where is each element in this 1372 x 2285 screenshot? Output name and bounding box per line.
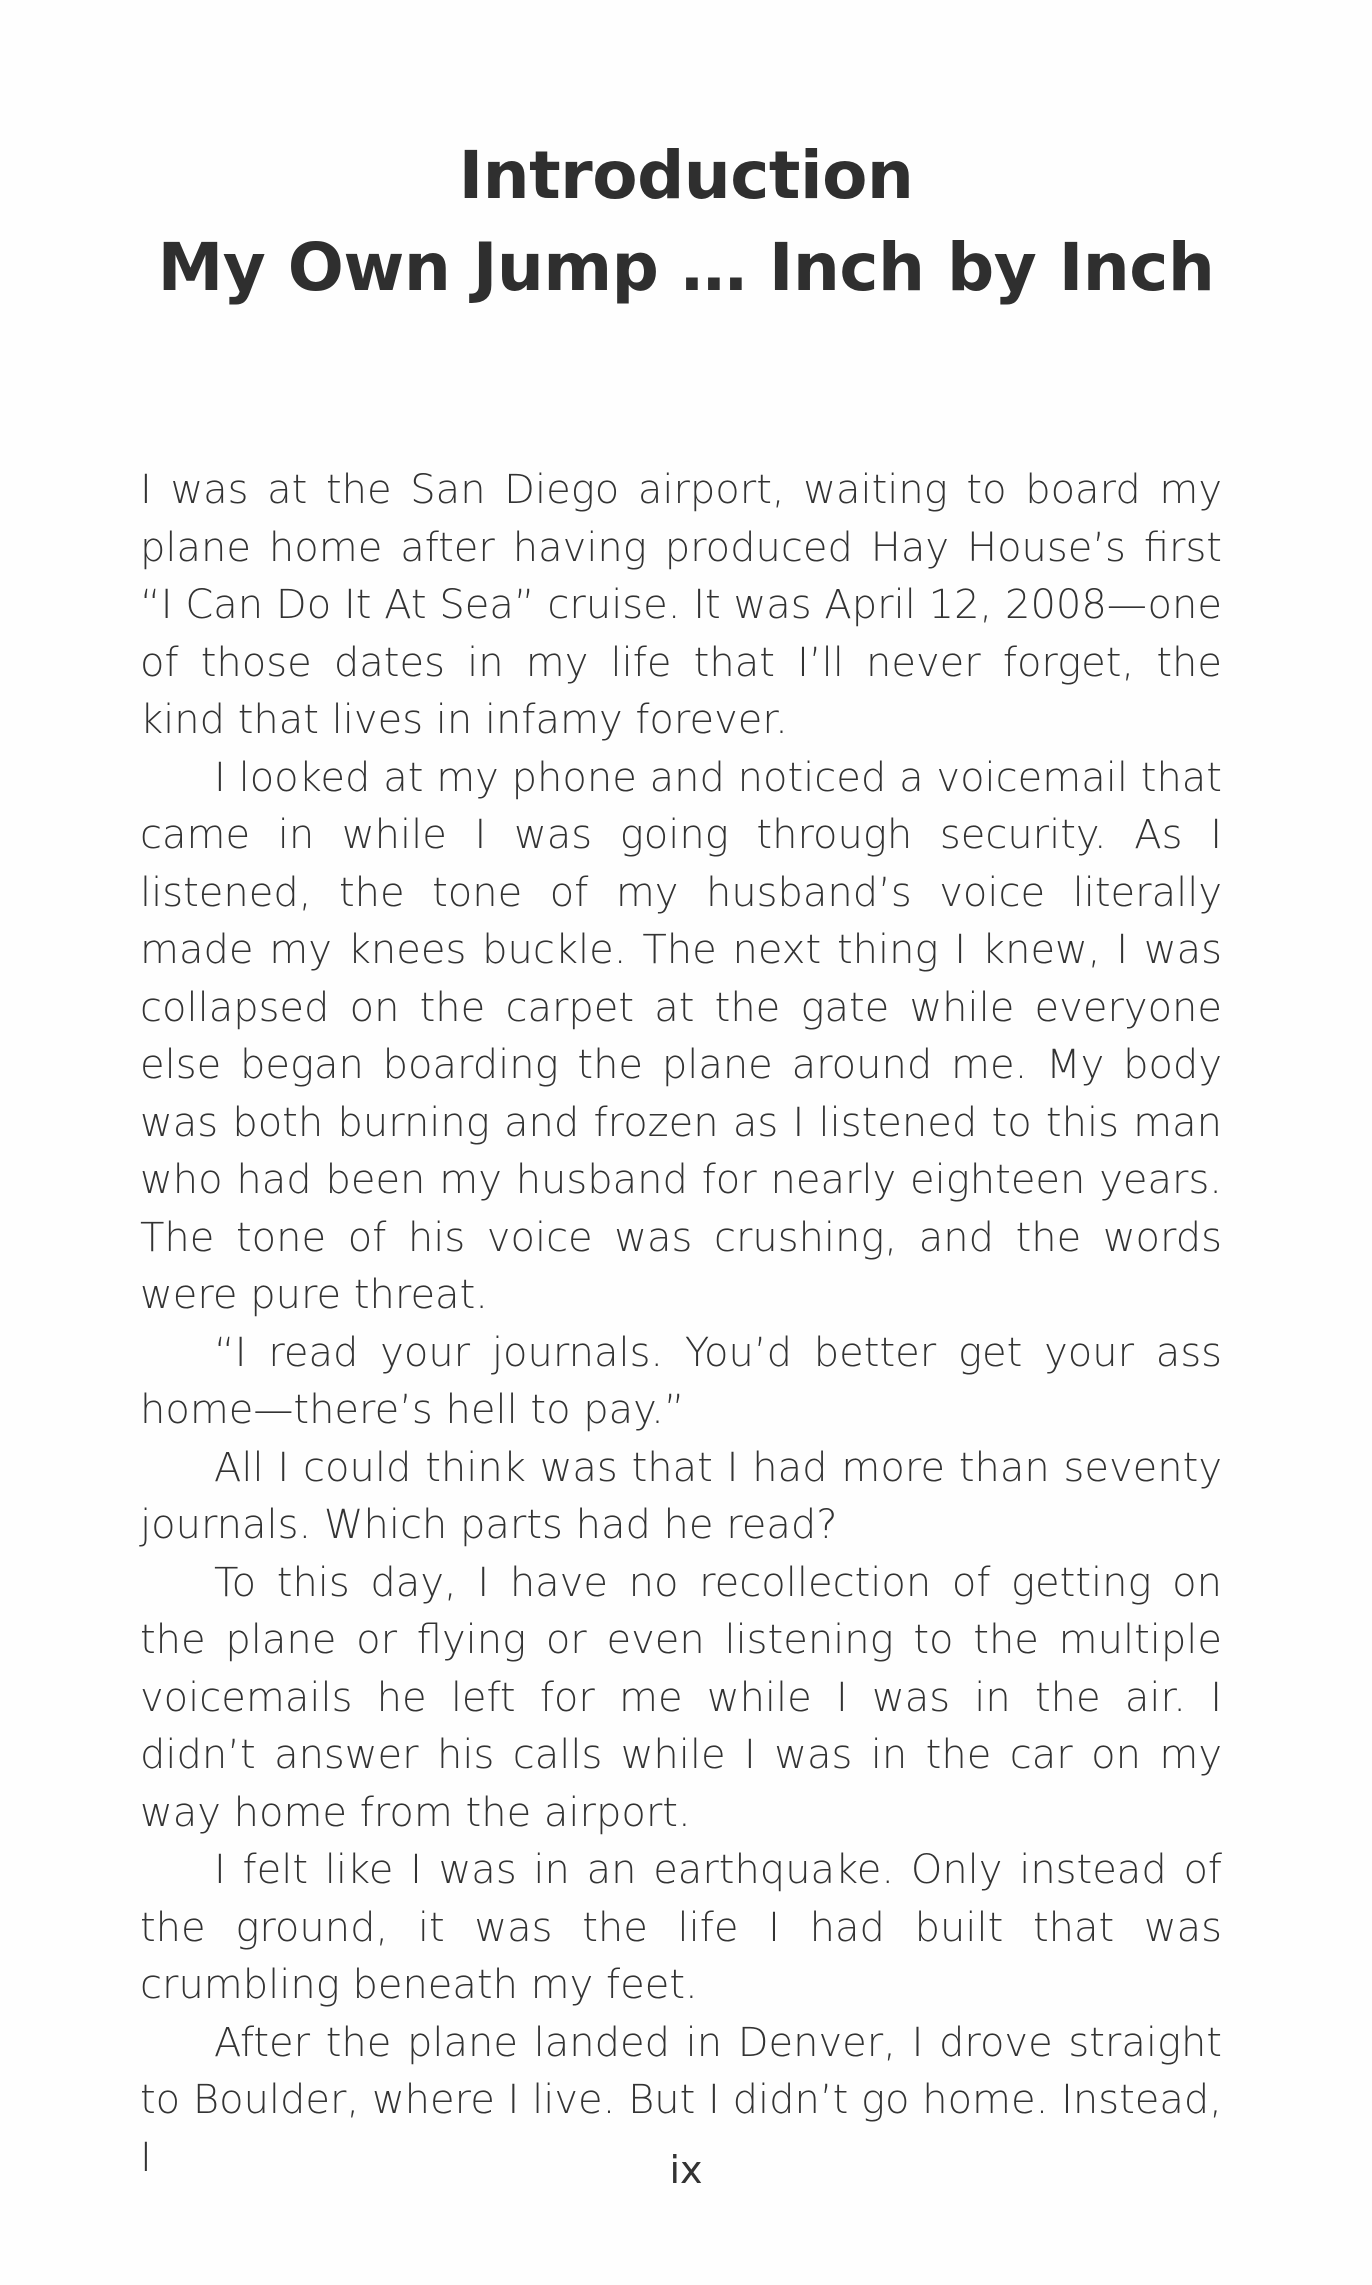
paragraph: All I could think was that I had more than seventy journals. Which parts had he read? (140, 1444, 1222, 1548)
page-number: ix (669, 2148, 703, 2192)
paragraph: “I read your journals. You’d better get your ass home—there’s hell to pay.” (140, 1329, 1222, 1433)
chapter-label: Introduction (458, 137, 914, 214)
body-text (140, 462, 1222, 2187)
paragraph: I felt like I was in an earthquake. Only instead of the ground, it was the life I had built that was crumbling beneath my feet. (140, 1847, 1222, 2008)
paragraph: I looked at my phone and noticed a voicemail that came in while I was going through security. As I listened, the tone of my husband’s voice literally made my knees buckle. The next thing I knew, I was collapsed on the carpet at the gate while everyone else began boarding the plane around me. My body was both burning and frozen as I listened to this man who had been my husband for nearly eighteen years. The tone of his voice was crushing, and the words were pure threat. (140, 754, 1222, 1318)
chapter-title: My Own Jump … Inch by Inch (157, 229, 1215, 306)
chapter-heading (0, 130, 1372, 314)
paragraph: To this day, I have no recollection of getting on the plane or flying or even listening to the multiple voicemails he left for me while I was in the air. I didn’t answer his calls while I was in the car on my way home from the airport. (140, 1559, 1222, 1836)
paragraph: I was at the San Diego airport, waiting to board my plane home after having produced Hay House’s first “I Can Do It At Sea” cruise. It was April 12, 2008—one of those dates in my life that I’ll never forget, the kind that lives in infamy forever. (140, 467, 1222, 743)
paragraph: After the plane landed in Denver, I drove straight to Boulder, where I live. But I didn’t go home. Instead, I (140, 2019, 1222, 2181)
